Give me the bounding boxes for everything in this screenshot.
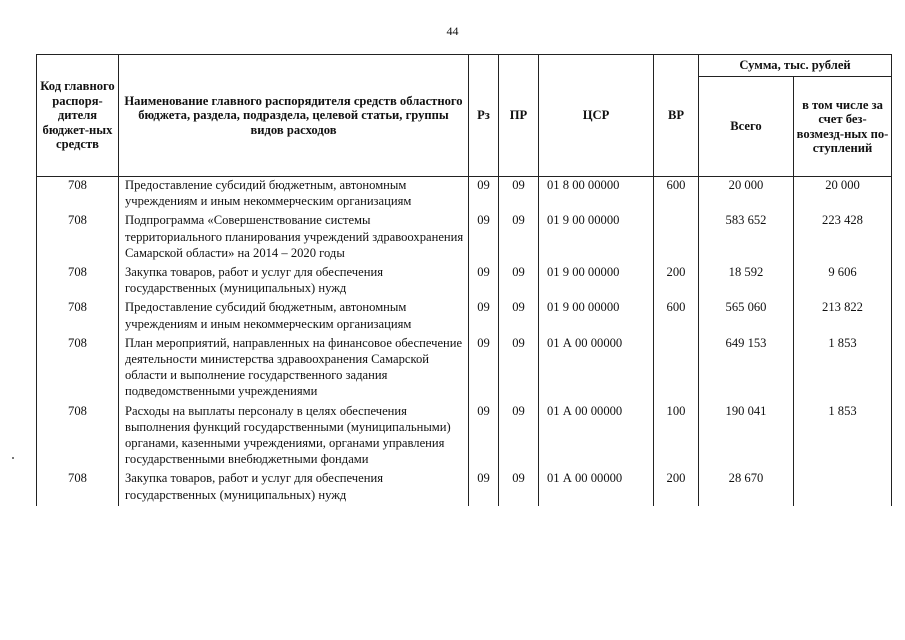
cell-free: 1 853: [794, 335, 892, 403]
cell-rz: 09: [469, 335, 499, 403]
cell-pr: 09: [499, 177, 539, 213]
cell-vr: [654, 212, 699, 264]
cell-total: 20 000: [699, 177, 794, 213]
cell-rz: 09: [469, 299, 499, 334]
cell-name: Подпрограмма «Совершенствование системы территориального планирования учреждений здравоохранения Самарской области» на 2014 – 2020 годы: [119, 212, 469, 264]
cell-rz: 09: [469, 177, 499, 213]
cell-csr: 01 9 00 00000: [539, 212, 654, 264]
cell-code: 708: [37, 470, 119, 505]
cell-free: 1 853: [794, 403, 892, 471]
header-csr: ЦСР: [539, 55, 654, 177]
header-rz: Рз: [469, 55, 499, 177]
cell-pr: 09: [499, 212, 539, 264]
cell-total: 190 041: [699, 403, 794, 471]
cell-vr: 600: [654, 177, 699, 213]
cell-csr: 01 А 00 00000: [539, 403, 654, 471]
cell-vr: [654, 335, 699, 403]
cell-total: 28 670: [699, 470, 794, 505]
cell-total: 18 592: [699, 264, 794, 299]
table-row: [37, 335, 892, 403]
cell-rz: 09: [469, 264, 499, 299]
cell-pr: 09: [499, 470, 539, 505]
cell-free: 9 606: [794, 264, 892, 299]
header-name: Наименование главного распорядителя средств областного бюджета, раздела, подраздела, целевой статьи, группы видов расходов: [119, 55, 469, 177]
cell-vr: 600: [654, 299, 699, 334]
cell-total: 583 652: [699, 212, 794, 264]
cell-code: 708: [37, 335, 119, 403]
header-vr: ВР: [654, 55, 699, 177]
cell-vr: 200: [654, 264, 699, 299]
cell-total: 649 153: [699, 335, 794, 403]
table-body: [37, 177, 892, 506]
cell-csr: 01 А 00 00000: [539, 335, 654, 403]
cell-total: 565 060: [699, 299, 794, 334]
cell-csr: 01 9 00 00000: [539, 264, 654, 299]
table-row: [37, 264, 892, 299]
table-row: [37, 212, 892, 264]
cell-free: 223 428: [794, 212, 892, 264]
header-code: Код главного распоря-дителя бюджет-ных средств: [37, 55, 119, 177]
cell-name: Предоставление субсидий бюджетным, автономным учреждениям и иным некоммерческим организациям: [119, 177, 469, 213]
page-number: 44: [446, 24, 459, 38]
cell-free: 20 000: [794, 177, 892, 213]
cell-pr: 09: [499, 403, 539, 471]
cell-vr: 200: [654, 470, 699, 505]
scan-speck: [12, 457, 14, 459]
cell-code: 708: [37, 212, 119, 264]
cell-name: Предоставление субсидий бюджетным, автономным учреждениям и иным некоммерческим организациям: [119, 299, 469, 334]
cell-name: Закупка товаров, работ и услуг для обеспечения государственных (муниципальных) нужд: [119, 470, 469, 505]
cell-free: 213 822: [794, 299, 892, 334]
cell-pr: 09: [499, 264, 539, 299]
table-row: [37, 177, 892, 213]
cell-pr: 09: [499, 299, 539, 334]
cell-free: [794, 470, 892, 505]
cell-vr: 100: [654, 403, 699, 471]
cell-name: Расходы на выплаты персоналу в целях обеспечения выполнения функций государственными (муниципальными) органами, казенными учреждениями, органами управления государственными внебюджетными фондами: [119, 403, 469, 471]
table-row: [37, 299, 892, 334]
cell-rz: 09: [469, 470, 499, 505]
cell-code: 708: [37, 299, 119, 334]
cell-pr: 09: [499, 335, 539, 403]
table-row: [37, 403, 892, 471]
cell-csr: 01 А 00 00000: [539, 470, 654, 505]
cell-rz: 09: [469, 403, 499, 471]
budget-table: [36, 54, 892, 506]
header-sum-group: Сумма, тыс. рублей: [699, 55, 892, 77]
table-row: [37, 470, 892, 505]
header-incl-free: в том числе за счет без-возмезд-ных по-ступлений: [794, 77, 892, 177]
cell-csr: 01 9 00 00000: [539, 299, 654, 334]
cell-code: 708: [37, 264, 119, 299]
header-total: Всего: [699, 77, 794, 177]
cell-code: 708: [37, 403, 119, 471]
header-pr: ПР: [499, 55, 539, 177]
cell-name: План мероприятий, направленных на финансовое обеспечение деятельности министерства здравоохранения Самарской области и выполнение государственного задания подведомственными учреждениями: [119, 335, 469, 403]
cell-rz: 09: [469, 212, 499, 264]
cell-name: Закупка товаров, работ и услуг для обеспечения государственных (муниципальных) нужд: [119, 264, 469, 299]
cell-csr: 01 8 00 00000: [539, 177, 654, 213]
cell-code: 708: [37, 177, 119, 213]
